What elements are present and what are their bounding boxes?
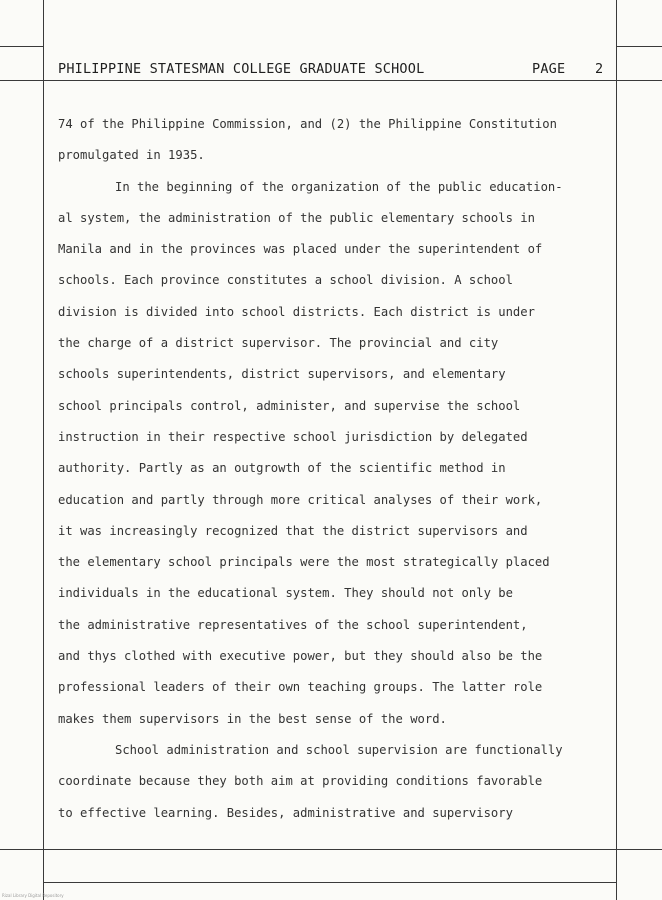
text-line: division is divided into school districts. Each district is under: [58, 304, 535, 319]
text-line: the charge of a district supervisor. The provincial and city: [58, 336, 499, 351]
text-line: Manila and in the provinces was placed under the superintendent of: [58, 242, 543, 257]
text-line: it was increasingly recognized that the district supervisors and: [58, 523, 528, 538]
text-line: professional leaders of their own teaching groups. The latter role: [58, 680, 543, 695]
text-line: coordinate because they both aim at providing conditions favorable: [58, 774, 543, 789]
header-top-rule-left: [0, 46, 43, 47]
text-line: school principals control, administer, and supervise the school: [58, 398, 521, 413]
page-number: 2: [595, 61, 604, 77]
header-bottom-rule: [0, 80, 662, 81]
header-top-rule-right: [616, 46, 662, 47]
text-line: and thys clothed with executive power, but they should also be the: [58, 649, 543, 664]
repository-footer-note: Rizal Library Digital Repository: [2, 893, 64, 898]
footer-bottom-rule: [43, 882, 616, 883]
text-line: education and partly through more critical analyses of their work,: [58, 492, 543, 507]
text-line: schools. Each province constitutes a school division. A school: [58, 273, 513, 288]
text-line: promulgated in 1935.: [58, 148, 205, 163]
document-body: [58, 109, 618, 829]
text-line: al system, the administration of the public elementary schools in: [58, 210, 535, 225]
school-name: PHILIPPINE STATESMAN COLLEGE GRADUATE SCHOOL: [58, 61, 425, 77]
paragraph-start-line: In the beginning of the organization of the public education-: [115, 179, 563, 194]
text-line: individuals in the educational system. They should not only be: [58, 586, 513, 601]
text-line: to effective learning. Besides, administrative and supervisory: [58, 805, 513, 820]
page-label: PAGE: [532, 61, 566, 77]
text-line: the administrative representatives of the school superintendent,: [58, 617, 528, 632]
text-line: 74 of the Philippine Commission, and (2) the Philippine Constitution: [58, 117, 557, 131]
text-line: instruction in their respective school jurisdiction by delegated: [58, 429, 528, 444]
left-margin-rule: [43, 0, 44, 900]
text-line: authority. Partly as an outgrowth of the scientific method in: [58, 461, 506, 476]
text-line: the elementary school principals were the most strategically placed: [58, 555, 550, 570]
footer-top-rule: [0, 849, 662, 850]
page-header: [58, 61, 618, 79]
paragraph-start-line: School administration and school supervision are functionally: [115, 742, 563, 757]
text-line: schools superintendents, district supervisors, and elementary: [58, 367, 506, 382]
text-line: makes them supervisors in the best sense of the word.: [58, 711, 447, 726]
